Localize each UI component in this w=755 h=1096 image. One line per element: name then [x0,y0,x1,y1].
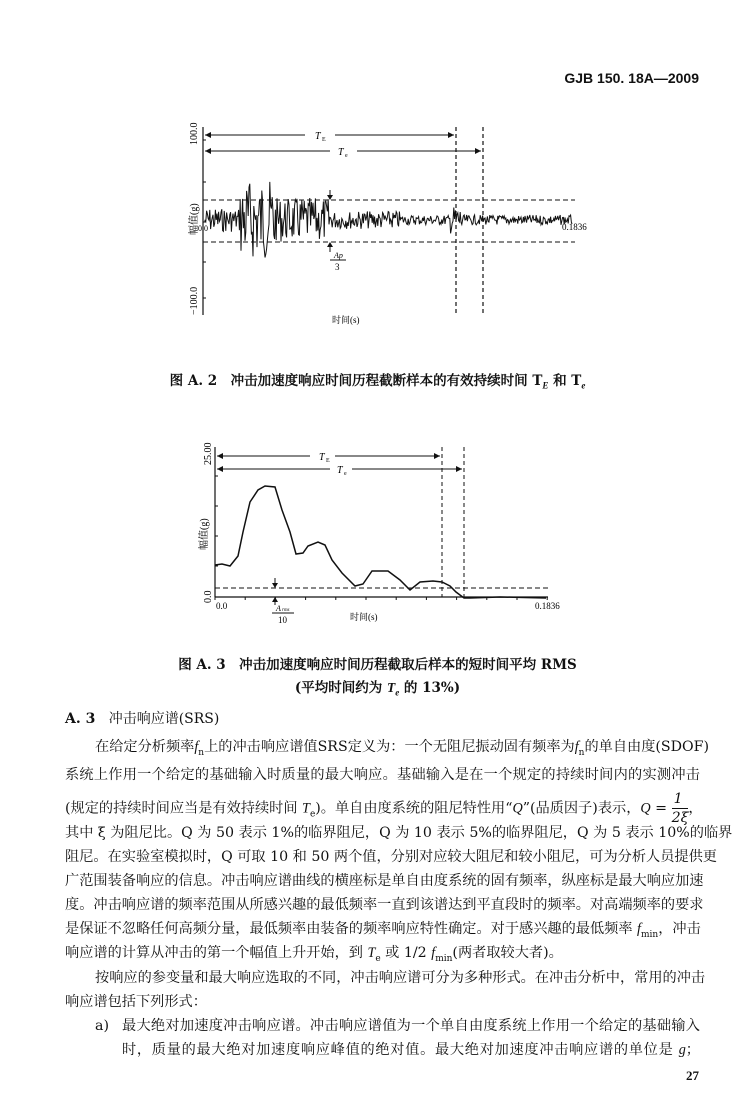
rms-curve [215,486,546,598]
y-axis-label: 幅值(g) [189,203,200,235]
text: ， [688,800,703,817]
figure-a3-caption: 图 A. 3 冲击加速度响应时间历程截取后样本的短时间平均 RMS [178,657,577,673]
text: (两者取较大者)。 [452,945,563,961]
caption-text: 的 13%) [399,680,461,696]
text: )。单自由度系统的阻尼特性用“ [315,800,513,817]
end-time-label: 0.1836 [562,222,587,232]
text: = [650,800,672,817]
paragraph-line: 阻尼。在实验室模拟时，Q 可取 10 和 50 两个值，分别对应较大阻尼和较小阻尼，可为分析人员提供更 [65,849,717,865]
caption-sub: E [542,380,549,391]
text: (规定的持续时间应当是有效持续时间 [65,800,303,817]
caption-sub: e [581,380,586,391]
var: f [637,921,641,937]
y-min-label: −100.0 [189,286,200,315]
sub: n [578,747,585,758]
y-axis-label: 幅值(g) [199,518,210,550]
figure-a2-time-history [0,0,755,400]
text: ，冲击 [658,921,701,937]
zero-label: 0.0 [198,224,208,233]
caption-text: 和 T [553,373,582,389]
text: 在给定分析频率 [95,739,195,755]
numerator: 1 [672,790,689,809]
text: 响应谱的计算从冲击的第一个幅值上升开始，到 [65,945,368,961]
text: 时，质量的最大绝对加速度响应峰值的绝对值。最大绝对加速度冲击响应谱的单位是 [122,1042,679,1058]
paragraph-line: 度。冲击响应谱的频率范围从所感兴趣的最低频率一直到该谱达到平直段时的频率。对高端频率的要求 [65,897,704,913]
paragraph-line: 广范围装备响应的信息。冲击响应谱曲线的横座标是单自由度系统的固有频率，纵座标是最大响应加速 [65,873,704,889]
figure-a2-caption [0,369,755,391]
arms-label: A [276,604,281,613]
arms-sub: rms [282,608,290,613]
caption-var: T [386,680,396,695]
caption-text: (平均时间约为 [294,680,387,696]
var: f [574,739,579,755]
section-title: 冲击响应谱(SRS) [108,711,220,727]
tee-label: T [337,465,343,476]
var: g [678,1042,686,1058]
text: 或 1/2 [380,945,432,961]
text: 的单自由度(SDOF) [584,739,710,755]
page-number: 27 [686,1068,699,1083]
sub: min [640,929,659,940]
list-item-a-line [122,1040,700,1060]
section-number: A. 3 [65,711,96,727]
paragraph-line: 响应谱包括下列形式： [65,994,207,1010]
paragraph-line: 系统上作用一个给定的基础输入时质量的最大响应。基础输入是在一个规定的持续时间内的实测冲击 [65,767,700,783]
tee-label: T [338,147,344,158]
x-axis-label: 时间(s) [350,612,378,622]
var: f [194,739,199,755]
x-end-label: 0.1836 [535,601,560,611]
y-min-label: 0.0 [203,590,214,603]
var: T [367,945,376,961]
var: Q [640,800,651,817]
sub: n [198,747,205,758]
caption-text: 图 A. 2 冲击加速度响应时间历程截断样本的有效持续时间 T [169,373,543,389]
y-max-label: 100.0 [189,122,200,145]
q-formula-fraction [672,790,689,827]
paragraph-line [65,919,700,945]
ap-label: Ap [334,251,343,260]
acceleration-signal [205,182,572,258]
section-heading [65,708,219,728]
te-sub: E [322,137,326,143]
text: ； [685,1042,700,1058]
figure-a3-caption-note [0,676,755,698]
tee-sub: e [345,153,348,159]
text: 上的冲击响应谱值SRS定义为：一个无阻尼振动固有频率为 [204,739,575,755]
var: Q [512,800,523,817]
document-id-header: GJB 150. 18A—2009 [564,70,699,86]
denominator: 2ξ [671,810,689,826]
sub: min [435,953,453,964]
te-label: T [315,131,321,142]
te-sub: E [326,458,330,464]
paragraph-line: 其中 ξ 为阻尼比。Q 为 50 表示 1%的临界阻尼，Q 为 10 表示 5%的临界阻尼，Q 为 5 表示 10%的临界 [65,825,733,841]
figure-a3-rms [0,420,755,640]
var: f [431,945,436,961]
x-start-label: 0.0 [216,601,228,611]
list-marker-a: a) [95,1018,109,1034]
list-item-a-line: 最大绝对加速度冲击响应谱。冲击响应谱值为一个单自由度系统上作用一个给定的基础输入 [122,1018,700,1034]
paragraph-line: 按响应的参变量和最大响应选取的不同，冲击响应谱可分为多种形式。在冲击分析中，常用的冲击 [95,970,706,986]
ap-denominator: 3 [335,262,340,272]
y-max-label: 25.00 [203,442,214,465]
sub: e [375,953,381,964]
paragraph-line [65,943,563,969]
text: 是保证不忽略任何高频分量，最低频率由装备的频率响应特性确定。对于感兴趣的最低频率 [65,921,638,937]
tee-sub: e [344,471,347,477]
caption-sub: e [395,687,400,698]
arms-denominator: 10 [278,615,287,625]
te-label: T [319,452,325,463]
text: ”(品质因子)表示， [522,800,641,817]
x-axis-label: 时间(s) [332,315,360,325]
paragraph-line [95,737,710,763]
sub: e [309,809,316,820]
var: T [302,800,310,817]
